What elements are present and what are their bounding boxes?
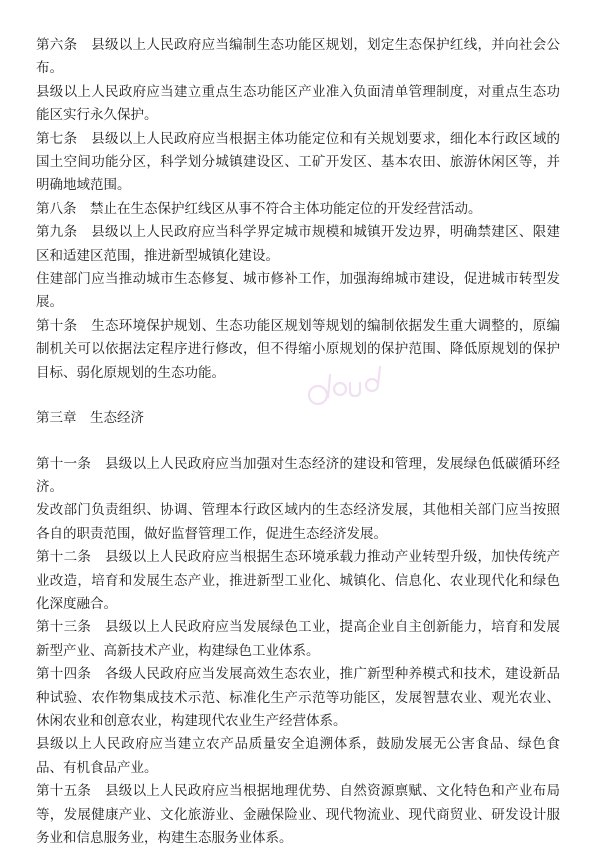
article-7: 第七条 县级以上人民政府应当根据主体功能定位和有关规划要求，细化本行政区域的国土空间功能分区，科学划分城镇建设区、工矿开发区、基本农田、旅游休闲区等，并明确地域范围。 — [36, 128, 560, 198]
article-10: 第十条 生态环境保护规划、生态功能区规划等规划的编制依据发生重大调整的，原编制机关可以依据法定程序进行修改，但不得缩小原规划的保护范围、降低原规划的保护目标、弱化原规划的生态功能。 — [36, 315, 560, 385]
article-14: 第十四条 各级人民政府应当发展高效生态农业，推广新型种养模式和技术，建设新品种试验、农作物集成技术示范、标准化生产示范等功能区，发展智慧农业、观光农业、休闲农业和创意农业，构建现代农业生产经营体系。 — [36, 663, 560, 733]
article-14-clause-2: 县级以上人民政府应当建立农产品质量安全追溯体系，鼓励发展无公害食品、绿色食品、有机食品产业。 — [36, 733, 560, 780]
article-13: 第十三条 县级以上人民政府应当发展绿色工业，提高企业自主创新能力，培育和发展新型产业、高新技术产业，构建绿色工业体系。 — [36, 616, 560, 663]
article-12: 第十二条 县级以上人民政府应当根据生态环境承载力推动产业转型升级，加快传统产业改造，培育和发展生态产业，推进新型工业化、城镇化、信息化、农业现代化和绿色化深度融合。 — [36, 546, 560, 616]
article-6: 第六条 县级以上人民政府应当编制生态功能区规划，划定生态保护红线，并向社会公布。 — [36, 34, 560, 81]
article-11-clause-2: 发改部门负责组织、协调、管理本行政区域内的生态经济发展，其他相关部门应当按照各自的职责范围，做好监督管理工作，促进生态经济发展。 — [36, 499, 560, 546]
article-6-clause-2: 县级以上人民政府应当建立重点生态功能区产业准入负面清单管理制度，对重点生态功能区实行永久保护。 — [36, 81, 560, 128]
chapter-two-articles — [36, 34, 560, 385]
chapter-three-articles — [36, 453, 560, 850]
article-8: 第八条 禁止在生态保护红线区从事不符合主体功能定位的开发经营活动。 — [36, 198, 560, 221]
document-page — [36, 34, 560, 850]
article-15: 第十五条 县级以上人民政府应当根据地理优势、自然资源禀赋、文化特色和产业布局等，发展健康产业、文化旅游业、金融保险业、现代物流业、现代商贸业、研发设计服务业和信息服务业，构建生态服务业体系。 — [36, 780, 560, 850]
chapter-title: 第三章 生态经济 — [36, 407, 560, 430]
article-11: 第十一条 县级以上人民政府应当加强对生态经济的建设和管理，发展绿色低碳循环经济。 — [36, 453, 560, 500]
article-9-clause-2: 住建部门应当推动城市生态修复、城市修补工作，加强海绵城市建设，促进城市转型发展。 — [36, 268, 560, 315]
article-9: 第九条 县级以上人民政府应当科学界定城市规模和城镇开发边界，明确禁建区、限建区和适建区范围，推进新型城镇化建设。 — [36, 221, 560, 268]
